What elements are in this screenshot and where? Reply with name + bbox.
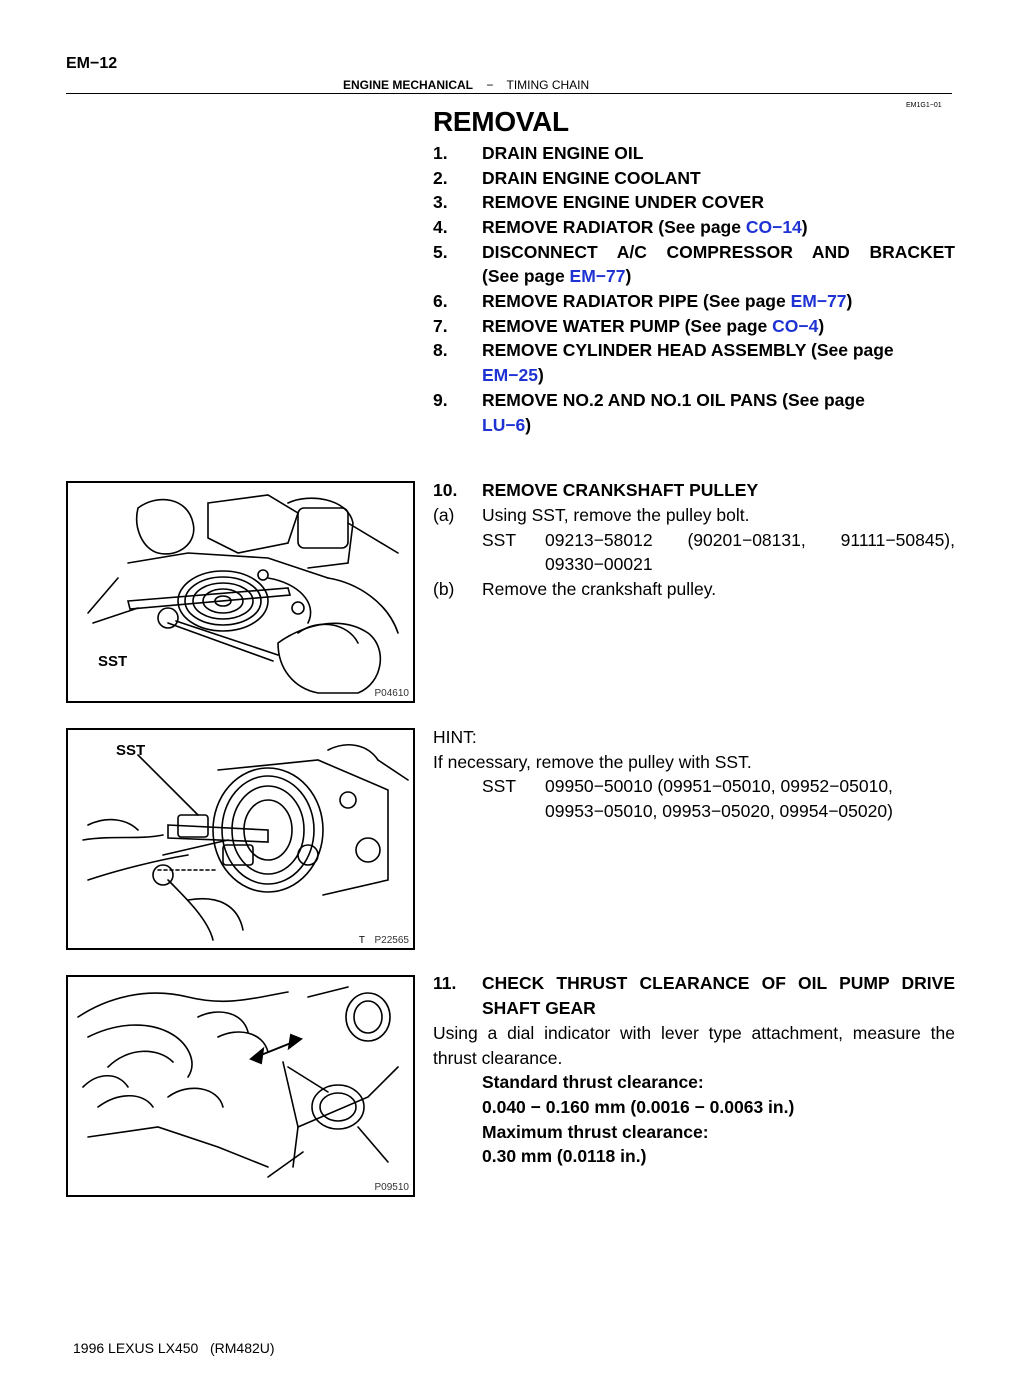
sst-parts: 09330−00021: [545, 554, 653, 574]
step-9: [433, 388, 955, 413]
header-section: ENGINE MECHANICAL: [343, 78, 474, 92]
step-text: DRAIN ENGINE COOLANT: [482, 168, 701, 188]
step-number: 7.: [433, 316, 448, 336]
step-text: REMOVE CRANKSHAFT PULLEY: [482, 480, 759, 500]
step-text-end: ): [625, 266, 632, 286]
page-link[interactable]: EM−77: [790, 291, 847, 311]
figure-dial-indicator: [66, 975, 415, 1197]
sst-label: SST: [482, 530, 517, 550]
sst-line-cont: [482, 552, 955, 577]
substep-label: (b): [433, 579, 455, 599]
step-text: CHECK THRUST CLEARANCE OF OIL PUMP DRIVE: [482, 973, 955, 993]
figure-code: P09510: [374, 1182, 409, 1193]
step-number: 5.: [433, 242, 448, 262]
sst-parts: 09213−58012 (90201−08131, 91111−50845),: [545, 530, 955, 550]
step-11: [433, 971, 955, 996]
step-3: [433, 190, 955, 215]
procedure-text: Using a dial indicator with lever type attachment, measure the: [433, 1023, 955, 1043]
puller-illustration: [68, 730, 413, 948]
step-5-cont: [433, 264, 955, 289]
step-text: DRAIN ENGINE OIL: [482, 143, 644, 163]
step-9-cont: [433, 413, 955, 438]
figure-label-sst: SST: [116, 742, 146, 759]
step-6: [433, 289, 955, 314]
maximum-clearance-value: 0.30 mm (0.0118 in.): [482, 1146, 647, 1166]
maximum-clearance-label: Maximum thrust clearance:: [482, 1122, 709, 1142]
figure-label-sst: SST: [98, 653, 128, 670]
header-subsection: TIMING CHAIN: [506, 78, 590, 92]
substep-text: Remove the crankshaft pulley.: [482, 579, 717, 599]
page-link[interactable]: CO−14: [745, 217, 802, 237]
step-7: [433, 314, 955, 339]
step-text: REMOVE CYLINDER HEAD ASSEMBLY (See page: [482, 340, 894, 360]
sst-line: [482, 528, 955, 553]
step-text: REMOVE RADIATOR (See page: [482, 217, 746, 237]
page-link[interactable]: CO−4: [772, 316, 819, 336]
step-number: 1.: [433, 143, 448, 163]
step-text-end: ): [801, 217, 808, 237]
step-number: 10.: [433, 480, 458, 500]
step-text-end: ): [537, 365, 544, 385]
standard-clearance-value: 0.040 − 0.160 mm (0.0016 − 0.0063 in.): [482, 1097, 795, 1117]
step-text-end: ): [846, 291, 853, 311]
step-4: [433, 215, 955, 240]
step-text: REMOVE RADIATOR PIPE (See page: [482, 291, 791, 311]
step-10: [433, 478, 955, 503]
step-8: [433, 338, 955, 363]
step-number: 8.: [433, 340, 448, 360]
figure-code: P04610: [374, 688, 409, 699]
page-link[interactable]: LU−6: [482, 415, 526, 435]
hint-sst-line-cont: [482, 799, 955, 824]
step-5: [433, 240, 955, 265]
substep-label: (a): [433, 505, 455, 525]
section-title: REMOVAL: [433, 106, 569, 137]
page-number: EM−12: [66, 55, 118, 72]
header-rule: [66, 93, 952, 94]
step-text: DISCONNECT A/C COMPRESSOR AND BRACKET: [482, 242, 955, 262]
hint-text: If necessary, remove the pulley with SST.: [433, 752, 752, 772]
step-text: REMOVE NO.2 AND NO.1 OIL PANS (See page: [482, 390, 865, 410]
step-1: [433, 141, 955, 166]
step-number: 9.: [433, 390, 448, 410]
substep-text: Using SST, remove the pulley bolt.: [482, 505, 750, 525]
figure-crankshaft-pulley-bolt: [66, 481, 415, 703]
step-text: (See page: [482, 266, 570, 286]
step-text: REMOVE ENGINE UNDER COVER: [482, 192, 764, 212]
sst-parts: 09953−05010, 09953−05020, 09954−05020): [545, 801, 893, 821]
dial-indicator-illustration: [68, 977, 413, 1195]
document-code: EM1G1−01: [906, 102, 942, 109]
step-text-end: ): [525, 415, 532, 435]
step-number: 11.: [433, 973, 457, 993]
running-header: [343, 78, 589, 92]
step-number: 2.: [433, 168, 448, 188]
step-2: [433, 166, 955, 191]
substep-b: [433, 577, 955, 602]
procedure-text-cont: thrust clearance.: [433, 1048, 563, 1068]
header-separator: −: [486, 78, 494, 92]
sst-parts: 09950−50010 (09951−05010, 09952−05010,: [545, 776, 893, 796]
page-link[interactable]: EM−77: [569, 266, 626, 286]
step-text-end: ): [818, 316, 825, 336]
hint-label: HINT:: [433, 727, 477, 747]
sst-label: SST: [482, 776, 517, 796]
page-link[interactable]: EM−25: [482, 365, 538, 385]
figure-pulley-puller: [66, 728, 415, 950]
page-footer: 1996 LEXUS LX450 (RM482U): [73, 1340, 275, 1356]
step-number: 3.: [433, 192, 448, 212]
step-number: 4.: [433, 217, 448, 237]
figure-mark: T: [358, 935, 365, 946]
step-8-cont: [433, 363, 955, 388]
figure-code: P22565: [374, 935, 409, 946]
standard-clearance-label: Standard thrust clearance:: [482, 1072, 704, 1092]
hint-sst-line: [482, 774, 955, 799]
step-text: REMOVE WATER PUMP (See page: [482, 316, 773, 336]
step-number: 6.: [433, 291, 448, 311]
step-text: SHAFT GEAR: [482, 998, 596, 1018]
step-11-cont: [433, 996, 955, 1021]
substep-a: [433, 503, 955, 528]
